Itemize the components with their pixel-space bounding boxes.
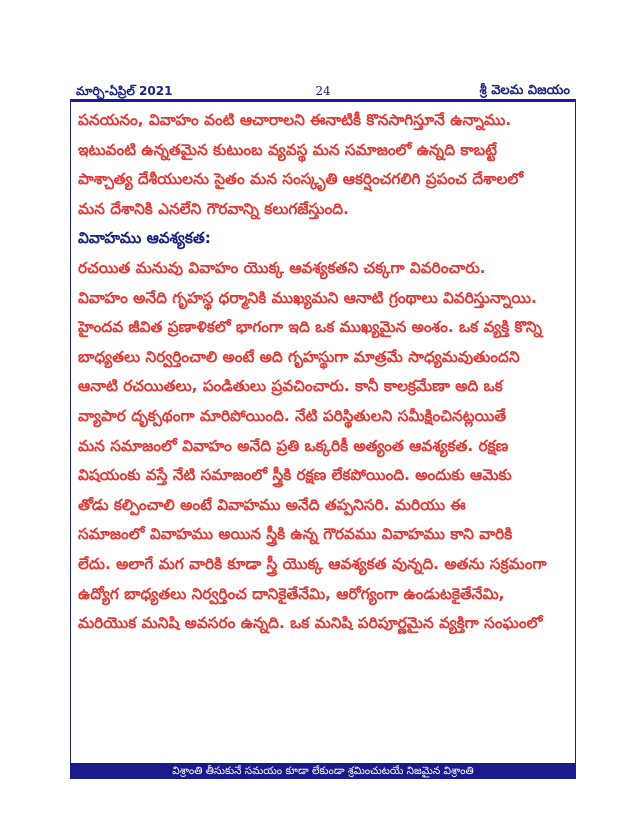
text-line: ఉద్యోగ బాధ్యతలు నిర్వర్తించ దానికైతేనేమి, ఆరోగ్యంగా ఉండుటకైతేనేమి, — [78, 584, 505, 603]
text-line: పనయనం, వివాహం వంటి ఆచారాలని ఈనాటికీ కొనసాగిస్తూనే ఉన్నాము. — [78, 111, 512, 129]
article-body — [78, 106, 570, 639]
text-line: ఆనాటి రచయితలు, పండితులు ప్రవచించారు. కానీ కాలక్రమేణా అది ఒక — [78, 377, 503, 396]
issue-date: మార్చి-ఏప్రిల్ 2021 — [76, 84, 173, 98]
text-line: ఇటువంటి ఉన్నతమైన కుటుంబ వ్యవస్థ మన సమాజంలో ఉన్నది కాబట్టే — [78, 140, 497, 159]
section-heading: వివాహము ఆవశ్యకత: — [78, 229, 211, 248]
page-header — [70, 83, 576, 102]
magazine-title: శ్రీ వెలమ విజయం — [479, 83, 570, 98]
text-line: రచయిత మనువు వివాహం యొక్క ఆవశ్యకతని చక్కగా వివరించారు. — [78, 258, 486, 277]
text-line: మరియొక మనిషి అవసరం ఉన్నది. ఒక మనిషి పరిపూర్ణమైన వ్యక్తిగా సంఘంలో — [78, 614, 543, 633]
text-line: విషయంకు వస్తే నేటి సమాజంలో స్త్రీకి రక్షణ లేకపోయింది. అందుకు ఆమెకు — [78, 466, 512, 485]
text-line: పాశ్చాత్య దేశీయులను సైతం మన సంస్కృతి ఆకర్షించగలిగి ప్రపంచ దేశాలలో — [78, 170, 524, 189]
page-number: 24 — [315, 84, 331, 98]
footer-quote: విశ్రాంతి తీసుకునే సమయం కూడా లేకుండా శ్రమించుటయే నిజమైన విశ్రాంతి — [172, 765, 474, 777]
text-line: వ్యాపార దృక్పథంగా మారిపోయింది. నేటి పరిస్థితులని సమీక్షించినట్లయితే — [78, 406, 507, 425]
text-line: మన సమాజంలో వివాహం అనేది ప్రతి ఒక్కరికీ అత్యంత ఆవశ్యకత. రక్షణ — [78, 436, 509, 455]
text-line: హైందవ జీవిత ప్రణాళికలో భాగంగా ఇది ఒక ముఖ్యమైన అంశం. ఒక వ్యక్తి కొన్ని — [78, 318, 542, 337]
text-line: లేదు. అలాగే మగ వారికి కూడా స్త్రీ యొక్క ఆవశ్యకత వున్నది. అతను సక్రమంగా — [78, 554, 547, 573]
text-line: బాధ్యతలు నిర్వర్తించాలి అంటే అది గృహస్థుగా మాత్రమే సాధ్యమవుతుందని — [78, 347, 520, 366]
text-line: తోడు కల్పించాలి అంటే వివాహము అనేది తప్పనిసరి. మరియు ఈ — [78, 495, 466, 514]
page-footer — [70, 763, 576, 779]
text-line: మన దేశానికి ఎనలేని గౌరవాన్ని కలుగజేస్తుంది. — [78, 199, 349, 218]
text-line: సమాజంలో వివాహము అయిన స్త్రీకి ఉన్న గౌరవము వివాహము కాని వారికి — [78, 525, 513, 544]
text-line: వివాహం అనేది గృహస్థ ధర్మానికి ముఖ్యమని ఆనాటి గ్రంథాలు వివరిస్తున్నాయి. — [78, 288, 537, 307]
